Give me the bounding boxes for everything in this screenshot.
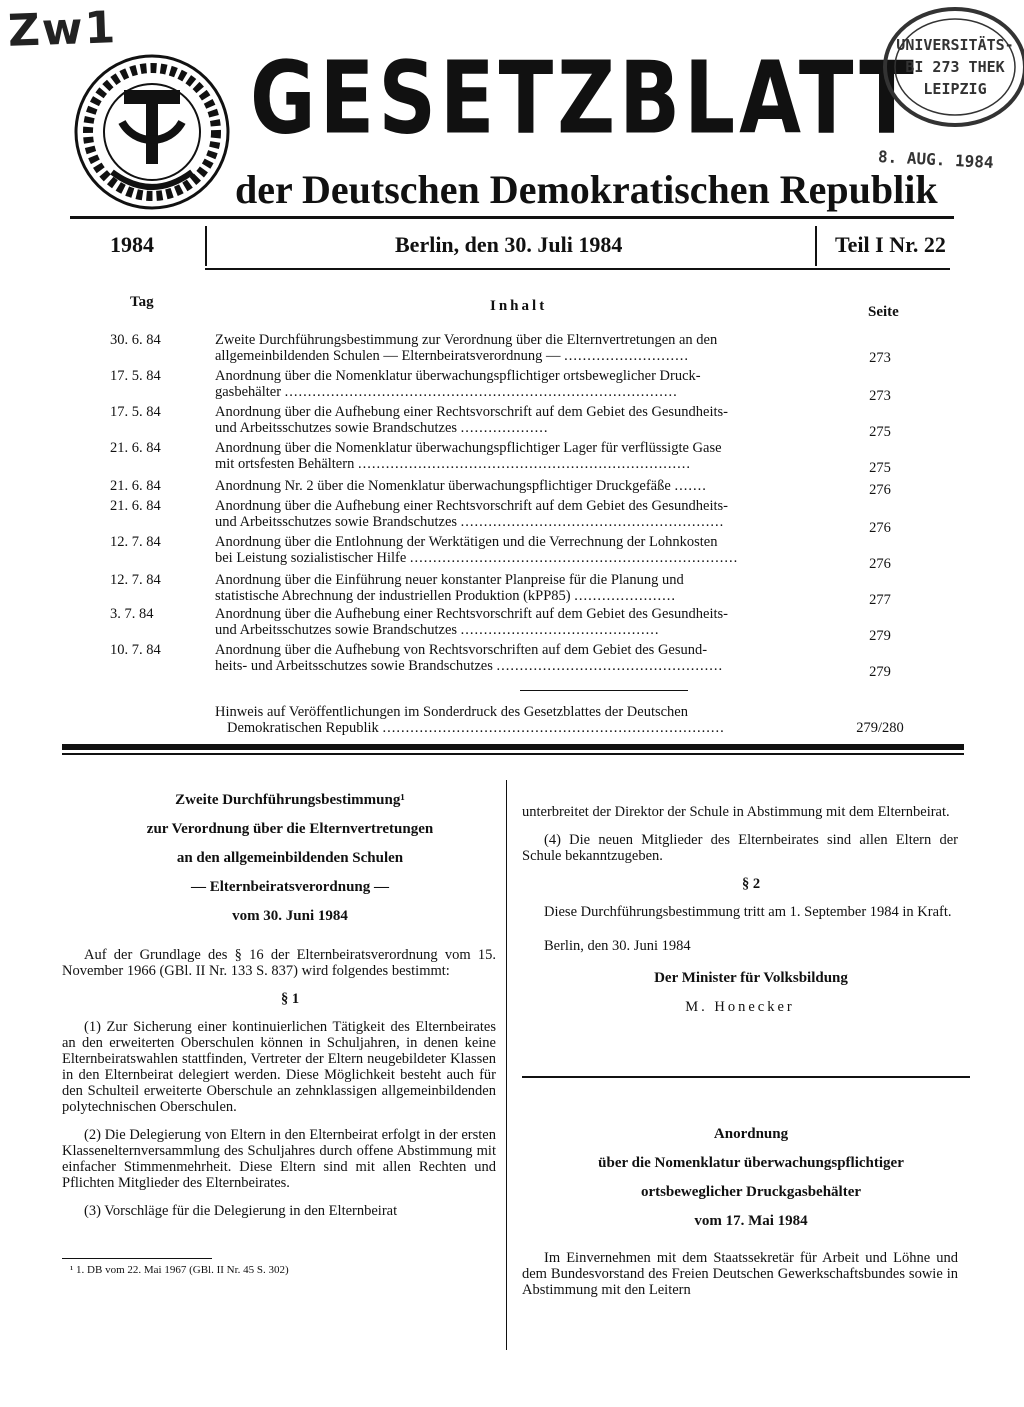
- toc-date: 17. 5. 84: [110, 368, 161, 384]
- issue-place-date: Berlin, den 30. Juli 1984: [395, 232, 623, 257]
- toc-title: Anordnung über die Aufhebung einer Rechtsvorschrift auf dem Gebiet des Gesundheits- und Arbeitsschutzes sowie Brandschutzes ...................: [215, 404, 729, 436]
- toc-page: 276: [869, 482, 891, 498]
- toc-title-line-1: Anordnung über die Nomenklatur überwachungspflichtiger Lager für verflüssigte Gase: [215, 440, 722, 456]
- toc-date: 21. 6. 84: [110, 440, 161, 456]
- right-column-article-2: [522, 1126, 958, 1310]
- toc-title: Anordnung über die Aufhebung einer Rechtsvorschrift auf dem Gebiet des Gesundheits- und Arbeitsschutzes sowie Brandschutzes ...........................................: [215, 606, 729, 638]
- section-1-para-2: (2) Die Delegierung von Eltern in den Elternbeirat erfolgt in der ersten Klassenelternversammlung des Schuljahres durch offene Abstimmung mit einfacher Stimmenmehrheit. Diese Eltern sind mit allen Rechten und Pflichten Mitglieder des Elternbeirates.: [62, 1127, 496, 1191]
- toc-title: Anordnung über die Nomenklatur überwachungspflichtiger Lager für verflüssigte Gase mit ortsfesten Behältern ........................................................................: [215, 440, 722, 472]
- info-bottom-rule: [205, 268, 950, 270]
- toc-page: 279: [869, 628, 891, 644]
- article-2-intro: Im Einvernehmen mit dem Staatssekretär für Arbeit und Löhne und dem Bundesvorstand des Freien Deutschen Gewerkschaftsbundes sowie in Abstimmung mit den Leitern: [522, 1250, 958, 1298]
- right-para-2: (4) Die neuen Mitglieder des Elternbeirates sind allen Eltern der Schule bekanntzugeben.: [522, 832, 958, 864]
- state-emblem-icon: [72, 52, 232, 212]
- signature-place-date: Berlin, den 30. Juni 1984: [544, 938, 691, 954]
- toc-page: 276: [869, 520, 891, 536]
- toc-title: Anordnung über die Einführung neuer konstanter Planpreise für die Planung und statistische Abrechnung der industriellen Produktion (kPP85) ......................: [215, 572, 684, 604]
- issue-year: 1984: [110, 232, 154, 257]
- right-para-3: Diese Durchführungsbestimmung tritt am 1. September 1984 in Kraft.: [544, 904, 952, 920]
- toc-page: 273: [869, 388, 891, 404]
- stamp-line-3: LEIPZIG: [923, 80, 987, 98]
- toc-header-date: Tag: [130, 294, 154, 310]
- toc-title-line-1: Zweite Durchführungsbestimmung zur Verordnung über die Elternvertretungen an den: [215, 332, 718, 348]
- toc-title-line-1: Anordnung über die Aufhebung einer Rechtsvorschrift auf dem Gebiet des Gesundheits-: [215, 606, 729, 622]
- article-2-heading-3: ortsbeweglicher Druckgasbehälter: [640, 1184, 862, 1200]
- toc-title-line-1: Anordnung über die Nomenklatur überwachungspflichtiger ortsbeweglicher Druck-: [215, 368, 701, 384]
- toc-title-line-2: allgemeinbildenden Schulen — Elternbeiratsverordnung —: [215, 348, 561, 364]
- toc-header-content: Inhalt: [490, 298, 548, 314]
- right-para-1: unterbreitet der Direktor der Schule in Abstimmung mit dem Elternbeirat.: [522, 804, 950, 820]
- section-1-para-3: (3) Vorschläge für die Delegierung in den Elternbeirat: [84, 1203, 398, 1219]
- toc-title-line-1: Anordnung über die Aufhebung einer Rechtsvorschrift auf dem Gebiet des Gesundheits-: [215, 404, 729, 420]
- header-rule: [70, 216, 954, 219]
- toc-separator: [520, 690, 688, 691]
- library-stamp: [880, 2, 1024, 132]
- toc-page: 275: [869, 460, 891, 476]
- info-divider: [815, 226, 817, 266]
- toc-title-line-2: und Arbeitsschutzes sowie Brandschutzes: [215, 622, 458, 638]
- section-2-heading: § 2: [741, 876, 761, 892]
- toc-page: 273: [869, 350, 891, 366]
- toc-title: Anordnung über die Nomenklatur überwachungspflichtiger ortsbeweglicher Druck- gasbehälter .....................................................................................: [215, 368, 701, 400]
- toc-title-line-1: Anordnung über die Aufhebung von Rechtsvorschriften auf dem Gebiet des Gesund-: [215, 642, 708, 658]
- signer-name: M. Honecker: [685, 999, 795, 1015]
- left-column: [62, 792, 496, 1229]
- article-heading-1: Zweite Durchführungsbestimmung¹: [175, 792, 405, 808]
- column-divider: [506, 780, 507, 1350]
- article-2-heading-1: Anordnung: [713, 1126, 789, 1142]
- toc-title: Anordnung über die Aufhebung einer Rechtsvorschrift auf dem Gebiet des Gesundheits- und Arbeitsschutzes sowie Brandschutzes .........................................................: [215, 498, 729, 530]
- toc-title-line-2: und Arbeitsschutzes sowie Brandschutzes: [215, 420, 458, 436]
- footnote: ¹ 1. DB vom 22. Mai 1967 (GBl. II Nr. 45 S. 302): [70, 1264, 289, 1276]
- toc-title-line-1: Anordnung über die Einführung neuer konstanter Planpreise für die Planung und: [215, 572, 684, 588]
- toc-date: 30. 6. 84: [110, 332, 161, 348]
- toc-notice-title: Hinweis auf Veröffentlichungen im Sonderdruck des Gesetzblattes der Deutschen Demokratischen Republik ..........................................................................: [215, 704, 725, 736]
- toc-title-line-2: gasbehälter: [215, 384, 282, 400]
- article-heading-3: an den allgemeinbildenden Schulen: [176, 850, 404, 866]
- toc-title-line-1: Anordnung Nr. 2 über die Nomenklatur überwachungspflichtiger Druckgefäße: [215, 478, 671, 494]
- footnote-rule: [62, 1258, 212, 1259]
- section-heavy-rule: [62, 744, 964, 750]
- toc-date: 10. 7. 84: [110, 642, 161, 658]
- masthead-title: GESETZBLATT: [250, 40, 918, 157]
- issue-number: Teil I Nr. 22: [835, 232, 946, 257]
- toc-title-line-2: bei Leistung sozialistischer Hilfe: [215, 550, 407, 566]
- toc-date: 3. 7. 84: [110, 606, 154, 622]
- masthead-subtitle: der Deutschen Demokratischen Republik: [235, 167, 938, 212]
- toc-page: 277: [869, 592, 891, 608]
- handwritten-note: Zw1: [7, 2, 119, 57]
- toc-title: Zweite Durchführungsbestimmung zur Verordnung über die Elternvertretungen an den allgemeinbildenden Schulen — Elternbeiratsverordnung — ...........................: [215, 332, 718, 364]
- section-thin-rule: [62, 753, 964, 755]
- toc-title-line-2: statistische Abrechnung der industriellen Produktion (kPP85): [215, 588, 571, 604]
- right-column: [522, 804, 958, 1027]
- toc-date: 21. 6. 84: [110, 478, 161, 494]
- stamp-line-2: BI 273 THEK: [905, 58, 1005, 76]
- stamp-line-1: UNIVERSITÄTS-: [896, 36, 1014, 54]
- toc-notice-line-1: Hinweis auf Veröffentlichungen im Sonderdruck des Gesetzblattes der Deutschen: [215, 704, 688, 720]
- toc-date: 12. 7. 84: [110, 534, 161, 550]
- date-stamp: 8. AUG. 1984: [877, 146, 995, 173]
- article-separator-rule: [522, 1076, 970, 1078]
- toc-page: 275: [869, 424, 891, 440]
- signer-title: Der Minister für Volksbildung: [654, 970, 848, 986]
- toc-title-line-1: Anordnung über die Aufhebung einer Rechtsvorschrift auf dem Gebiet des Gesundheits-: [215, 498, 729, 514]
- article-heading-2: zur Verordnung über die Elternvertretungen: [146, 821, 434, 837]
- section-1-para-1: (1) Zur Sicherung einer kontinuierlichen Tätigkeit des Elternbeirates an den erweiterten Oberschulen können in Schuljahren, in denen keine Elternbeiratswahlen stattfinden, Vertreter der Eltern neugebildeter Klassen in den Elternbeirat delegiert werden. Diese Möglichkeit besteht auch für den Schulteil erweiterte Oberschule an zehnklassigen allgemeinbildenden polytechnischen Oberschulen.: [62, 1019, 496, 1115]
- toc-date: 17. 5. 84: [110, 404, 161, 420]
- toc-page: 279: [869, 664, 891, 680]
- article-2-heading-2: über die Nomenklatur überwachungspflichtiger: [598, 1155, 904, 1171]
- article-2-heading-date: vom 17. Mai 1984: [694, 1213, 808, 1229]
- toc-title-line-2: und Arbeitsschutzes sowie Brandschutzes: [215, 514, 458, 530]
- toc-notice-page: 279/280: [856, 720, 904, 736]
- toc-date: 21. 6. 84: [110, 498, 161, 514]
- toc-header-page: Seite: [868, 304, 899, 320]
- info-divider: [205, 226, 207, 266]
- info-bar: [70, 222, 950, 270]
- toc-notice-line-2: Demokratischen Republik: [227, 720, 379, 736]
- toc-title-line-2: heits- und Arbeitsschutzes sowie Brandschutzes: [215, 658, 493, 674]
- toc-title: Anordnung Nr. 2 über die Nomenklatur überwachungspflichtiger Druckgefäße .......: [215, 478, 707, 494]
- toc-date: 12. 7. 84: [110, 572, 161, 588]
- toc-title: Anordnung über die Aufhebung von Rechtsvorschriften auf dem Gebiet des Gesund- heits- und Arbeitsschutzes sowie Brandschutzes .................................................: [215, 642, 724, 674]
- toc-title-line-1: Anordnung über die Entlohnung der Werktätigen und die Verrechnung der Lohnkosten: [215, 534, 718, 550]
- toc-title: Anordnung über die Entlohnung der Werktätigen und die Verrechnung der Lohnkosten bei Leistung sozialistischer Hilfe .......................................................................: [215, 534, 739, 566]
- toc-page: 276: [869, 556, 891, 572]
- article-heading-4: — Elternbeiratsverordnung —: [190, 879, 390, 895]
- section-1-heading: § 1: [280, 991, 300, 1007]
- article-intro: Auf der Grundlage des § 16 der Elternbeiratsverordnung vom 15. November 1966 (GBl. II Nr. 133 S. 837) wird folgendes bestimmt:: [62, 947, 496, 979]
- article-heading-date: vom 30. Juni 1984: [232, 908, 348, 924]
- toc-title-line-2: mit ortsfesten Behältern: [215, 456, 355, 472]
